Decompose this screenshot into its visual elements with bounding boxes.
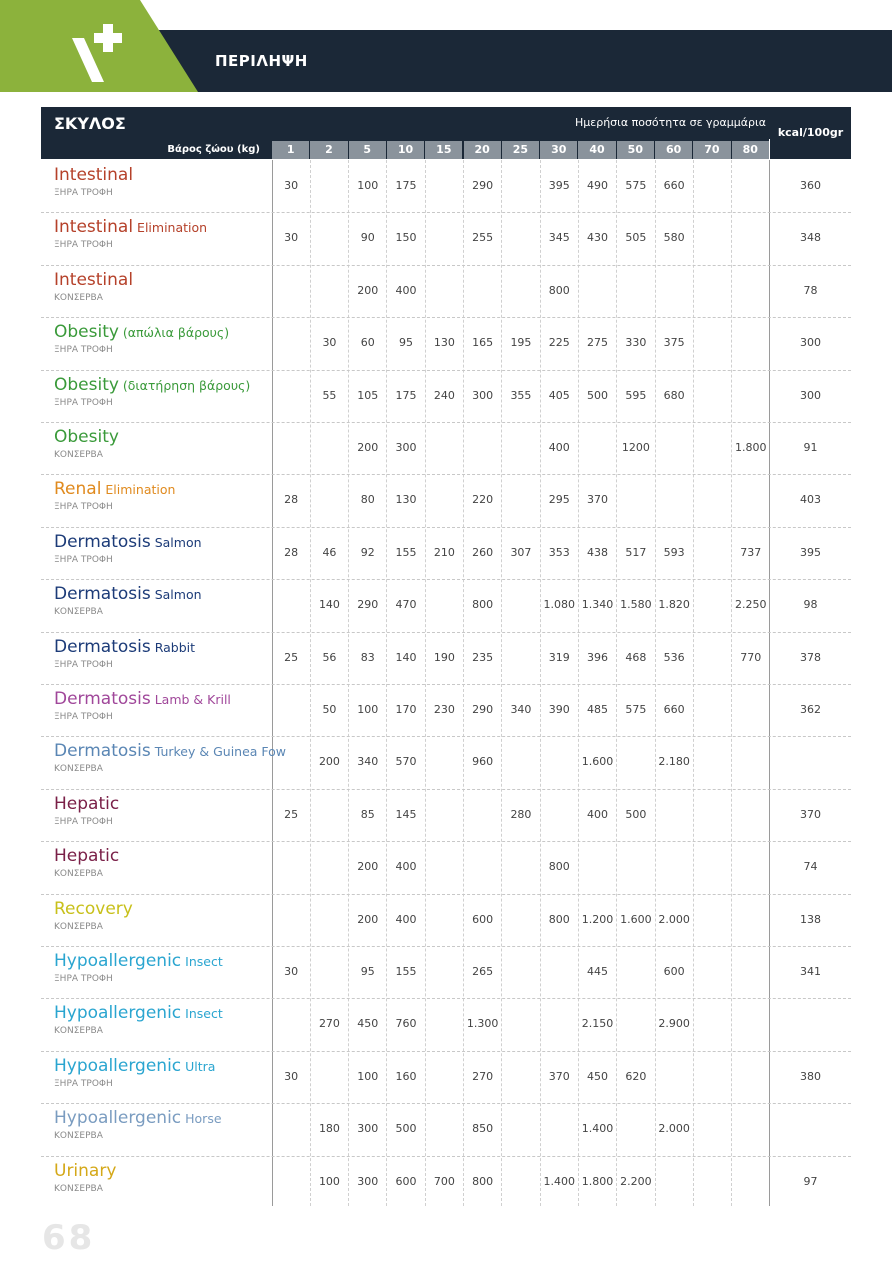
amount-cell: 290 — [357, 598, 379, 612]
product-line: Renal — [54, 479, 102, 500]
amount-cell: 80 — [360, 493, 375, 507]
amount-cell: 200 — [357, 283, 379, 297]
amount-cell: 593 — [663, 545, 685, 559]
product-variant: Insect — [181, 954, 223, 969]
weight-col-80: 80 — [732, 141, 769, 159]
amount-cell: 30 — [322, 336, 337, 350]
product-name — [54, 637, 195, 657]
amount-cell: 485 — [587, 703, 609, 716]
product-line: Hepatic — [54, 793, 120, 814]
amount-cell: 210 — [433, 545, 455, 559]
amount-cell: 850 — [472, 1122, 494, 1136]
product-line: Intestinal — [54, 217, 134, 238]
amount-cell: 800 — [548, 283, 570, 297]
product-type: ΞΗΡΑ ΤΡΟΦΗ — [54, 188, 113, 198]
product-line: Recovery — [54, 898, 133, 919]
amount-cell: 600 — [395, 1174, 417, 1188]
row-divider — [41, 736, 851, 737]
product-variant: Turkey & Guinea Fow — [150, 744, 287, 760]
product-variant: (διατήρηση βάρους) — [118, 377, 251, 393]
amount-cell: 190 — [433, 650, 455, 664]
amount-cell: 660 — [663, 703, 685, 716]
amount-cell: 760 — [395, 1017, 417, 1031]
kcal-cell: 348 — [800, 231, 821, 245]
product-type: ΞΗΡΑ ΤΡΟΦΗ — [54, 345, 113, 356]
amount-cell: 290 — [472, 703, 494, 716]
amount-cell: 145 — [395, 807, 417, 821]
amount-cell: 400 — [587, 807, 609, 821]
amount-cell: 95 — [360, 965, 375, 978]
product-line: Intestinal — [54, 165, 134, 185]
product-line: Dermatosis — [54, 531, 151, 552]
weight-col-20: 20 — [464, 141, 501, 159]
product-name — [54, 584, 202, 604]
amount-cell: 405 — [548, 388, 570, 402]
amount-cell: 255 — [472, 231, 494, 245]
kcal-cell: 341 — [800, 965, 821, 978]
amount-cell: 195 — [510, 336, 532, 350]
amount-cell: 260 — [472, 545, 494, 559]
product-name — [54, 951, 223, 971]
product-name — [54, 846, 119, 866]
amount-cell: 319 — [548, 650, 570, 664]
amount-cell: 55 — [322, 388, 337, 402]
row-divider — [41, 422, 851, 423]
amount-cell: 60 — [360, 336, 375, 350]
product-name — [54, 217, 207, 237]
weight-col-40: 40 — [578, 141, 615, 159]
amount-cell: 1.580 — [620, 598, 652, 612]
product-variant: (απώλια βάρους) — [118, 325, 230, 341]
amount-cell: 1.400 — [543, 1174, 575, 1188]
amount-cell: 90 — [360, 231, 375, 245]
product-variant: Elimination — [101, 482, 176, 498]
amount-cell: 28 — [284, 545, 299, 559]
amount-cell: 390 — [548, 703, 570, 716]
amount-cell: 200 — [357, 860, 379, 874]
page-title: ΠΕΡΙΛΗΨΗ — [215, 52, 308, 70]
weight-col-5: 5 — [349, 141, 386, 159]
amount-cell: 307 — [510, 545, 532, 559]
row-divider — [41, 370, 851, 371]
kcal-cell: 91 — [803, 441, 818, 454]
amount-cell: 500 — [625, 807, 647, 821]
amount-cell: 300 — [357, 1122, 379, 1136]
row-divider — [41, 212, 851, 213]
amount-cell: 155 — [395, 965, 417, 978]
amount-cell: 83 — [360, 650, 375, 664]
amount-cell: 340 — [510, 703, 532, 716]
product-name — [54, 1108, 222, 1128]
amount-cell: 1.820 — [658, 598, 690, 612]
amount-cell: 468 — [625, 650, 647, 664]
amount-cell: 1.200 — [581, 912, 614, 926]
weight-col-25: 25 — [502, 141, 539, 159]
amount-cell: 340 — [357, 755, 379, 769]
product-type: ΚΟΝΣΕΡΒΑ — [54, 450, 103, 460]
product-name — [54, 1056, 215, 1076]
amount-cell: 500 — [587, 388, 609, 402]
amount-cell: 575 — [625, 179, 647, 192]
amount-cell: 400 — [395, 283, 417, 297]
amount-cell: 175 — [395, 179, 417, 192]
kcal-cell: 403 — [800, 493, 821, 507]
amount-cell: 330 — [625, 336, 647, 350]
amount-cell: 235 — [472, 650, 494, 664]
amount-cell: 1.400 — [581, 1122, 614, 1136]
product-type: ΚΟΝΣΕΡΒΑ — [54, 1026, 103, 1037]
amount-cell: 2.200 — [620, 1174, 652, 1188]
amount-cell: 2.150 — [581, 1017, 614, 1031]
amount-cell: 370 — [548, 1069, 570, 1083]
amount-cell: 800 — [548, 860, 570, 874]
amount-cell: 92 — [360, 545, 375, 559]
amount-cell: 1200 — [621, 441, 650, 454]
amount-cell: 345 — [548, 231, 570, 245]
amount-cell: 800 — [548, 912, 570, 926]
amount-cell: 265 — [472, 965, 494, 978]
amount-cell: 770 — [740, 650, 762, 664]
amount-cell: 130 — [395, 493, 417, 507]
kcal-header-bg — [770, 139, 851, 159]
product-line: Dermatosis — [54, 584, 151, 605]
amount-cell: 200 — [357, 441, 379, 454]
amount-cell: 56 — [322, 650, 337, 664]
product-name — [54, 1161, 116, 1181]
weight-col-2: 2 — [310, 141, 347, 159]
product-type: ΚΟΝΣΕΡΒΑ — [54, 869, 103, 880]
product-name — [54, 479, 175, 499]
amount-cell: 800 — [472, 598, 494, 612]
product-variant: Elimination — [133, 220, 208, 236]
product-name — [54, 322, 229, 342]
amount-cell: 25 — [284, 807, 299, 821]
row-divider — [41, 1103, 851, 1104]
kcal-cell: 378 — [800, 650, 821, 664]
amount-cell: 505 — [625, 231, 647, 245]
amount-cell: 450 — [357, 1017, 379, 1031]
kcal-cell: 97 — [803, 1174, 818, 1188]
amount-cell: 180 — [318, 1122, 340, 1136]
product-name — [54, 1003, 223, 1023]
product-type: ΞΗΡΑ ΤΡΟΦΗ — [54, 816, 113, 827]
kcal-cell: 370 — [800, 807, 821, 821]
row-divider — [41, 317, 851, 318]
row-divider — [41, 632, 851, 633]
amount-cell: 170 — [395, 703, 417, 716]
amount-cell: 30 — [284, 965, 299, 978]
kcal-cell: 300 — [800, 336, 821, 350]
product-type: ΚΟΝΣΕΡΒΑ — [54, 607, 103, 618]
amount-cell: 100 — [357, 703, 379, 716]
product-name — [54, 794, 119, 814]
amount-cell: 300 — [357, 1174, 379, 1188]
amount-cell: 680 — [663, 388, 685, 402]
amount-cell: 130 — [433, 336, 455, 350]
amount-cell: 517 — [625, 545, 647, 559]
amount-cell: 275 — [587, 336, 609, 350]
product-variant: Lamb & Krill — [150, 692, 231, 707]
product-name — [54, 375, 250, 395]
amount-cell: 1.340 — [581, 598, 614, 612]
amount-cell: 46 — [322, 545, 337, 559]
amount-cell: 240 — [433, 388, 455, 402]
amount-cell: 595 — [625, 388, 647, 402]
row-divider — [41, 1156, 851, 1157]
amount-cell: 430 — [587, 231, 609, 245]
weight-col-30: 30 — [540, 141, 577, 159]
product-type: ΚΟΝΣΕΡΒΑ — [54, 1131, 103, 1142]
product-type: ΞΗΡΑ ΤΡΟΦΗ — [54, 1078, 113, 1089]
amount-cell: 220 — [472, 493, 494, 507]
amount-cell: 95 — [399, 336, 414, 350]
amount-cell: 200 — [357, 912, 379, 926]
product-line: Obesity — [54, 374, 119, 395]
amount-cell: 620 — [625, 1069, 647, 1083]
weight-col-60: 60 — [655, 141, 692, 159]
product-type: ΞΗΡΑ ΤΡΟΦΗ — [54, 554, 113, 565]
amount-cell: 1.080 — [543, 598, 575, 612]
amount-cell: 175 — [395, 388, 417, 402]
amount-cell: 1.800 — [581, 1174, 614, 1188]
row-divider — [41, 527, 851, 528]
product-name — [54, 532, 202, 552]
amount-cell: 85 — [360, 807, 375, 821]
amount-cell: 230 — [433, 703, 455, 716]
amount-cell: 660 — [663, 179, 685, 192]
kcal-cell: 395 — [800, 545, 821, 559]
amount-cell: 105 — [357, 388, 379, 402]
amount-cell: 470 — [395, 598, 417, 612]
amount-cell: 580 — [663, 231, 685, 245]
amount-cell: 2.180 — [658, 755, 690, 769]
species-label: ΣΚΥΛΟΣ — [54, 114, 126, 133]
product-line: Dermatosis — [54, 636, 151, 657]
product-type: ΚΟΝΣΕΡΒΑ — [54, 292, 103, 303]
product-variant: Insect — [181, 1006, 223, 1022]
amount-cell: 500 — [395, 1122, 417, 1136]
weight-col-1: 1 — [272, 141, 309, 159]
amount-cell: 225 — [548, 336, 570, 350]
kcal-cell: 362 — [800, 703, 821, 716]
amount-cell: 200 — [318, 755, 340, 769]
kcal-cell: 74 — [803, 860, 818, 874]
row-divider — [41, 946, 851, 947]
product-type: ΚΟΝΣΕΡΒΑ — [54, 921, 103, 932]
product-name — [54, 270, 133, 290]
product-variant: Ultra — [181, 1058, 216, 1074]
amount-cell: 290 — [472, 179, 494, 192]
amount-cell: 375 — [663, 336, 685, 350]
product-name — [54, 741, 286, 761]
amount-cell: 160 — [395, 1069, 417, 1083]
amount-cell: 800 — [472, 1174, 494, 1188]
row-divider — [41, 841, 851, 842]
kcal-cell: 78 — [803, 283, 818, 297]
product-name — [54, 899, 133, 919]
daily-amount-label: Ημερήσια ποσότητα σε γραμμάρια — [575, 116, 766, 129]
amount-cell: 490 — [587, 179, 609, 192]
product-line: Hepatic — [54, 846, 120, 867]
amount-cell: 1.800 — [734, 441, 767, 454]
amount-cell: 270 — [318, 1017, 340, 1031]
amount-cell: 395 — [548, 179, 570, 192]
product-type: ΞΗΡΑ ΤΡΟΦΗ — [54, 397, 113, 408]
amount-cell: 300 — [395, 441, 417, 454]
kcal-cell: 138 — [800, 912, 821, 926]
amount-cell: 570 — [395, 755, 417, 769]
row-divider — [41, 265, 851, 266]
row-divider — [41, 474, 851, 475]
amount-cell: 100 — [357, 179, 379, 192]
product-line: Dermatosis — [54, 741, 151, 762]
amount-cell: 100 — [357, 1069, 379, 1083]
kcal-cell: 360 — [800, 179, 821, 192]
page-number: 68 — [42, 1218, 96, 1258]
page-header — [0, 0, 892, 92]
product-name — [54, 689, 231, 709]
product-variant: Horse — [181, 1111, 222, 1127]
weight-col-50: 50 — [617, 141, 654, 159]
amount-cell: 155 — [395, 545, 417, 559]
kcal-cell: 380 — [800, 1069, 821, 1083]
amount-cell: 30 — [284, 1069, 299, 1083]
amount-cell: 2.900 — [658, 1017, 690, 1031]
amount-cell: 400 — [548, 441, 570, 454]
amount-cell: 600 — [472, 912, 494, 926]
amount-cell: 280 — [510, 807, 532, 821]
amount-cell: 400 — [395, 860, 417, 874]
kcal-cell: 98 — [803, 598, 818, 612]
amount-cell: 1.300 — [466, 1017, 499, 1031]
product-variant: Rabbit — [150, 639, 196, 655]
product-line: Intestinal — [54, 269, 134, 290]
row-divider — [41, 789, 851, 790]
weight-col-70: 70 — [693, 141, 730, 159]
product-type: ΞΗΡΑ ΤΡΟΦΗ — [54, 240, 113, 251]
product-type: ΞΗΡΑ ΤΡΟΦΗ — [54, 502, 113, 513]
amount-cell: 450 — [587, 1069, 609, 1083]
amount-cell: 2.000 — [658, 912, 690, 926]
product-variant: Salmon — [150, 587, 202, 603]
amount-cell: 295 — [548, 493, 570, 507]
amount-cell: 100 — [318, 1174, 340, 1188]
row-divider — [41, 998, 851, 999]
row-divider — [41, 579, 851, 580]
amount-cell: 50 — [322, 703, 337, 716]
product-line: Obesity — [54, 427, 119, 447]
product-type: ΚΟΝΣΕΡΒΑ — [54, 1183, 103, 1194]
amount-cell: 30 — [284, 179, 299, 192]
amount-cell: 700 — [433, 1174, 455, 1188]
row-divider — [41, 684, 851, 685]
amount-cell: 536 — [663, 650, 685, 664]
amount-cell: 1.600 — [581, 755, 614, 769]
amount-cell: 400 — [395, 912, 417, 926]
row-divider — [41, 1051, 851, 1052]
amount-cell: 2.000 — [658, 1122, 690, 1136]
product-line: Hypoallergenic — [54, 1055, 182, 1076]
product-name — [54, 427, 119, 447]
amount-cell: 600 — [663, 965, 685, 978]
product-line: Hypoallergenic — [54, 951, 182, 971]
amount-cell: 353 — [548, 545, 570, 559]
product-line: Urinary — [54, 1160, 117, 1181]
kcal-header: kcal/100gr — [777, 126, 844, 139]
amount-cell: 445 — [587, 965, 609, 978]
product-type: ΚΟΝΣΕΡΒΑ — [54, 764, 103, 775]
amount-cell: 1.600 — [620, 912, 652, 926]
product-line: Dermatosis — [54, 689, 151, 709]
amount-cell: 396 — [587, 650, 609, 664]
amount-cell: 25 — [284, 650, 299, 664]
amount-cell: 140 — [395, 650, 417, 664]
weight-col-10: 10 — [387, 141, 424, 159]
amount-cell: 370 — [587, 493, 609, 507]
amount-cell: 300 — [472, 388, 494, 402]
amount-cell: 575 — [625, 703, 647, 716]
weight-label: Βάρος ζώου (kg) — [167, 144, 260, 155]
product-line: Hypoallergenic — [54, 1108, 182, 1129]
product-line: Obesity — [54, 322, 119, 343]
amount-cell: 140 — [318, 598, 340, 612]
amount-cell: 2.250 — [734, 598, 767, 612]
amount-cell: 28 — [284, 493, 299, 507]
amount-cell: 960 — [472, 755, 494, 769]
product-type: ΞΗΡΑ ΤΡΟΦΗ — [54, 974, 113, 984]
amount-cell: 438 — [587, 545, 609, 559]
product-name — [54, 165, 133, 185]
amount-cell: 737 — [740, 545, 762, 559]
product-line: Hypoallergenic — [54, 1003, 182, 1024]
kcal-cell: 300 — [800, 388, 821, 402]
amount-cell: 355 — [510, 388, 532, 402]
amount-cell: 150 — [395, 231, 417, 245]
row-divider — [41, 894, 851, 895]
amount-cell: 30 — [284, 231, 299, 245]
amount-cell: 270 — [472, 1069, 494, 1083]
product-type: ΞΗΡΑ ΤΡΟΦΗ — [54, 712, 113, 722]
product-variant: Salmon — [150, 534, 202, 550]
amount-cell: 165 — [472, 336, 494, 350]
weight-col-15: 15 — [425, 141, 462, 159]
product-type: ΞΗΡΑ ΤΡΟΦΗ — [54, 659, 113, 670]
